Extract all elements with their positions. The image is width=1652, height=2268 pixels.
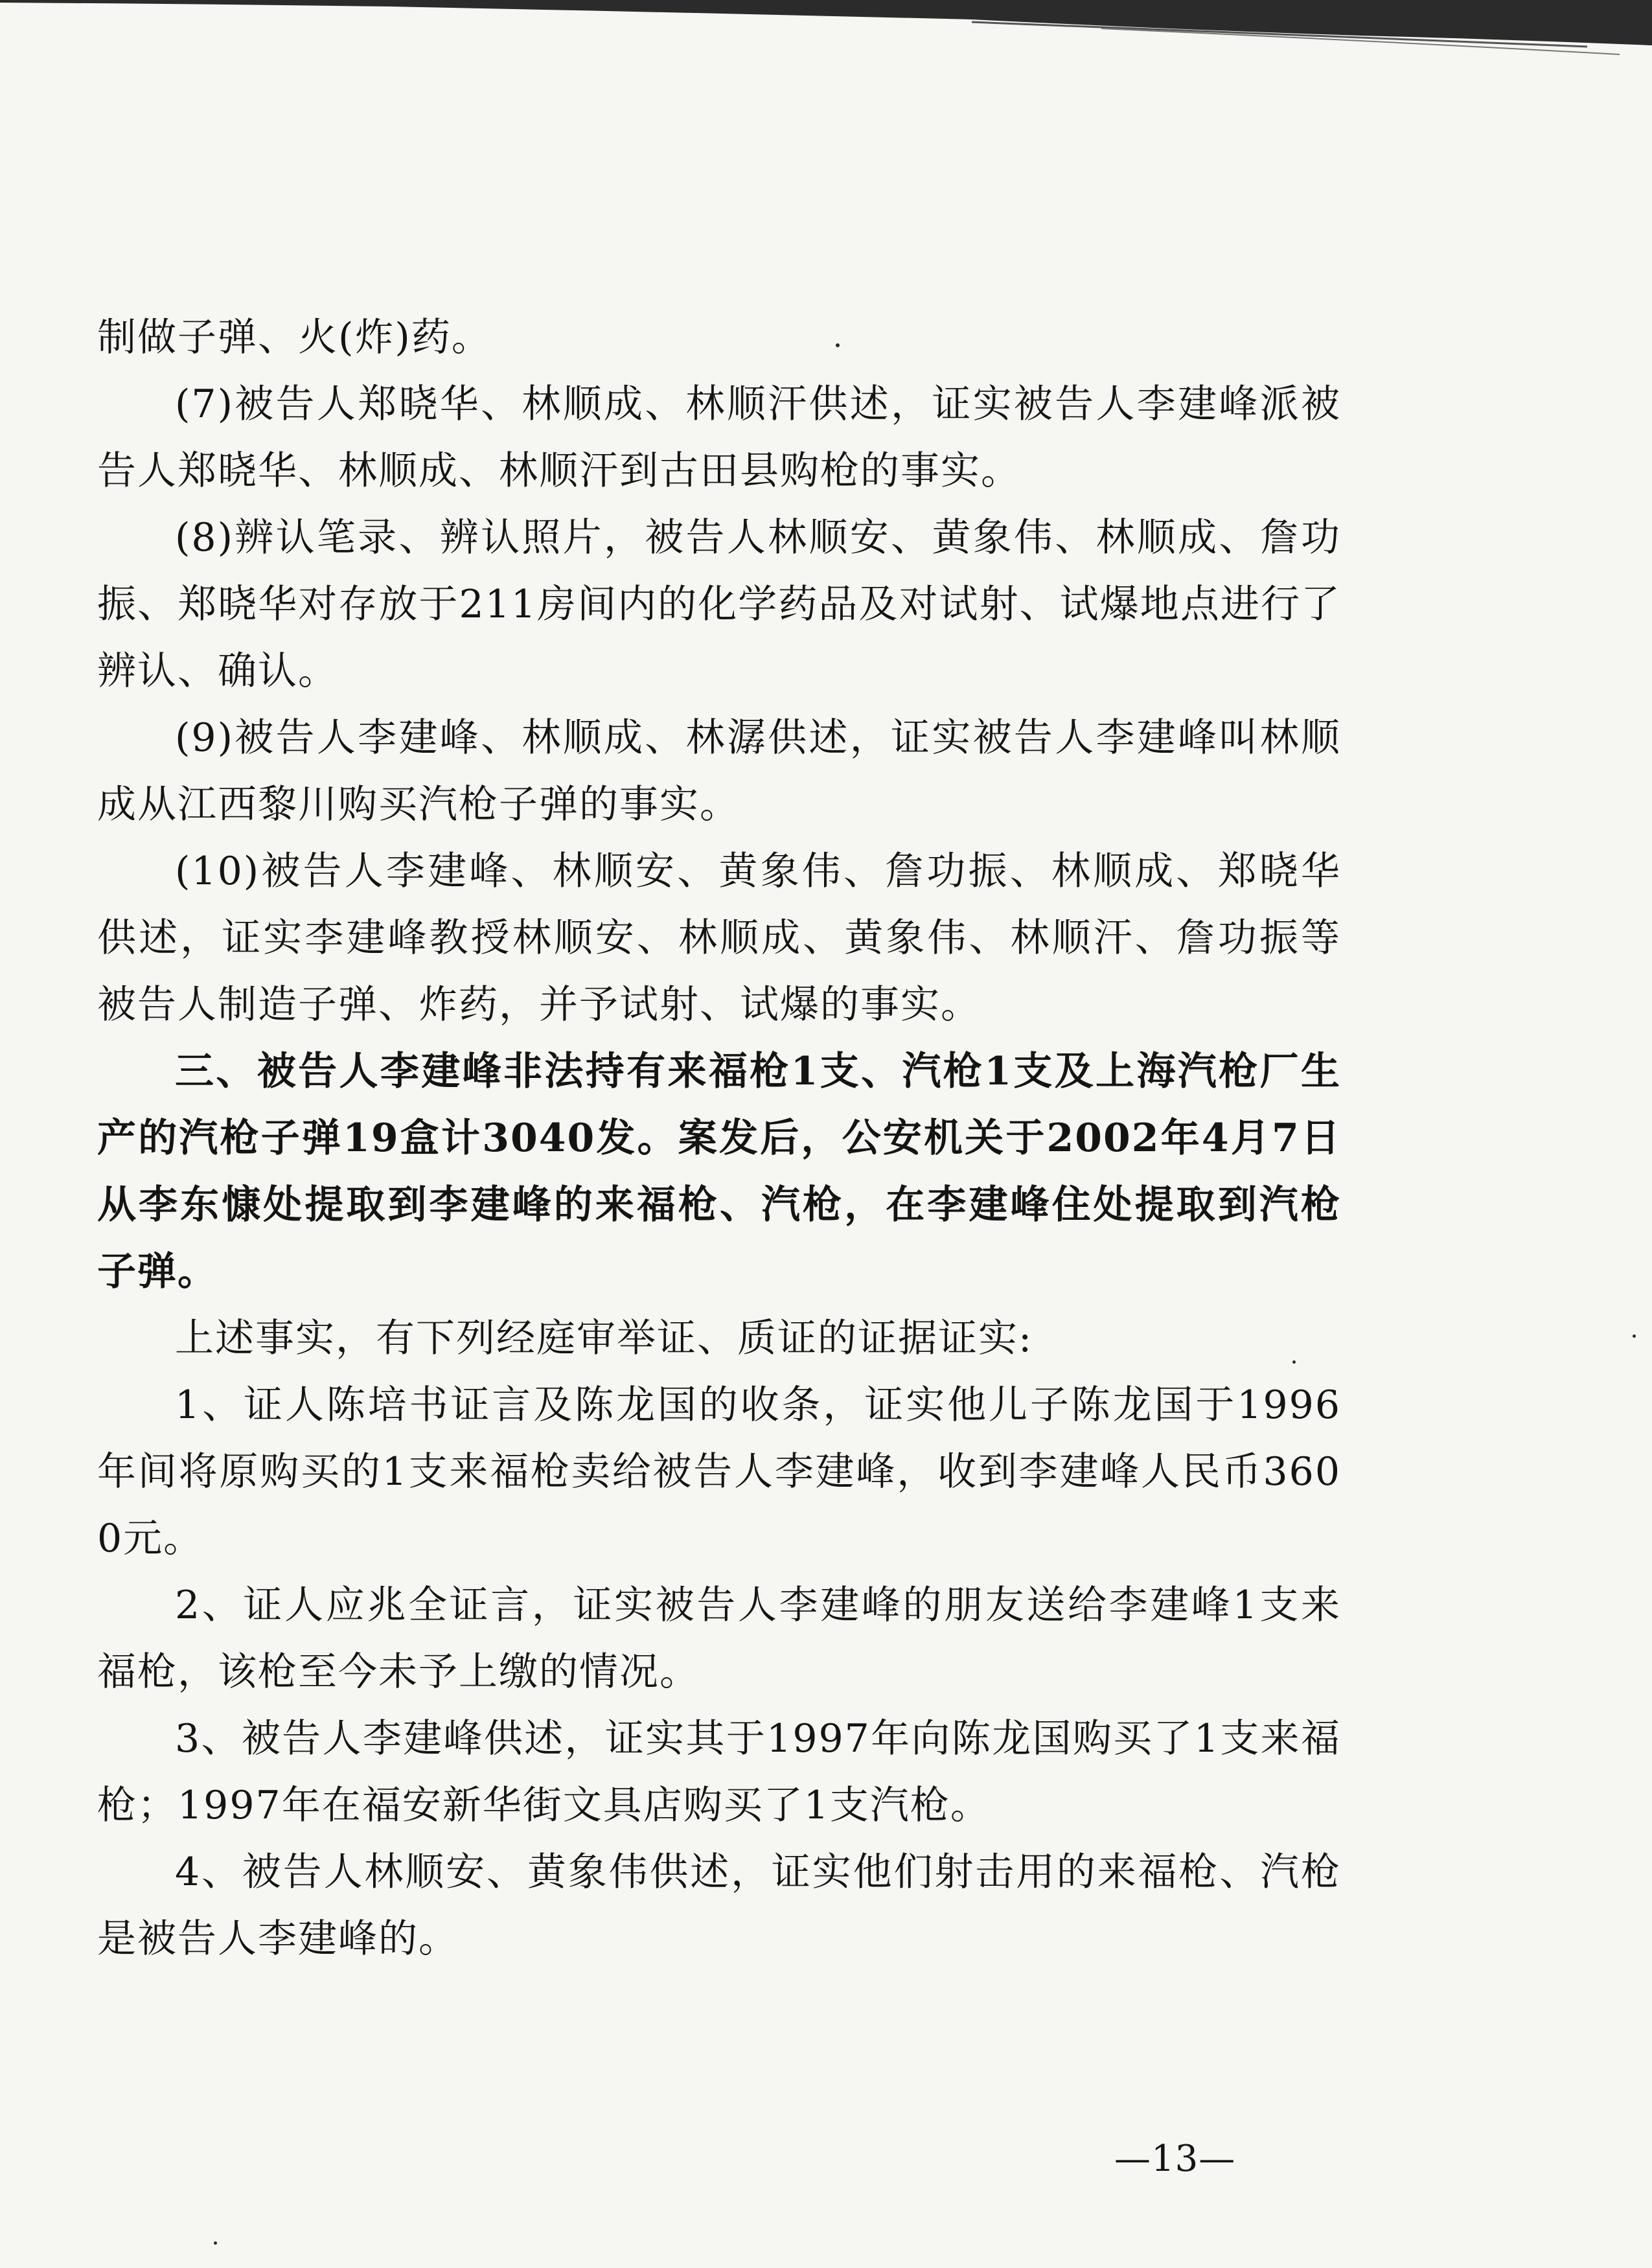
paragraph: (7)被告人郑晓华、林顺成、林顺汗供述，证实被告人李建峰派被告人郑晓华、林顺成、林顺汗到古田县购枪的事实。	[97, 382, 1341, 494]
paragraph: (8)辨认笔录、辨认照片，被告人林顺安、黄象伟、林顺成、詹功振、郑晓华对存放于211房间内的化学药品及对试射、试爆地点进行了辨认、确认。	[97, 515, 1341, 694]
paragraph: 上述事实，有下列经庭审举证、质证的证据证实:	[175, 1316, 1033, 1361]
paragraph: 2、证人应兆全证言，证实被告人李建峰的朋友送给李建峰1支来福枪，该枪至今未予上缴的情况。	[97, 1583, 1341, 1695]
paragraph: 3、被告人李建峰供述，证实其于1997年向陈龙国购买了1支来福枪；1997年在福安新华街文具店购买了1支汽枪。	[97, 1716, 1341, 1828]
scan-speck	[1633, 1334, 1636, 1338]
scan-top-edge	[0, 0, 1652, 78]
paragraph: (9)被告人李建峰、林顺成、林潺供述，证实被告人李建峰叫林顺成从江西黎川购买汽枪子弹的事实。	[97, 715, 1341, 827]
scan-speck	[214, 2241, 217, 2245]
paragraph: 4、被告人林顺安、黄象伟供述，证实他们射击用的来福枪、汽枪是被告人李建峰的。	[97, 1850, 1341, 1962]
paragraph: 制做子弹、火(炸)药。	[97, 315, 492, 360]
document-body	[97, 304, 1341, 1973]
paragraph: 1、证人陈培书证言及陈龙国的收条，证实他儿子陈龙国于1996年间将原购买的1支来福枪卖给被告人李建峰，收到李建峰人民币3600元。	[97, 1382, 1341, 1561]
paragraph: (10)被告人李建峰、林顺安、黄象伟、詹功振、林顺成、郑晓华供述，证实李建峰教授林顺安、林顺成、黄象伟、林顺汗、詹功振等被告人制造子弹、炸药，并予试射、试爆的事实。	[97, 849, 1341, 1027]
page-number: —13—	[1114, 2138, 1236, 2180]
paragraph: 三、被告人李建峰非法持有来福枪1支、汽枪1支及上海汽枪厂生产的汽枪子弹19盒计3040发。案发后，公安机关于2002年4月7日从李东慷处提取到李建峰的来福枪、汽枪，在李建峰住处提取到汽枪子弹。	[97, 1049, 1341, 1294]
